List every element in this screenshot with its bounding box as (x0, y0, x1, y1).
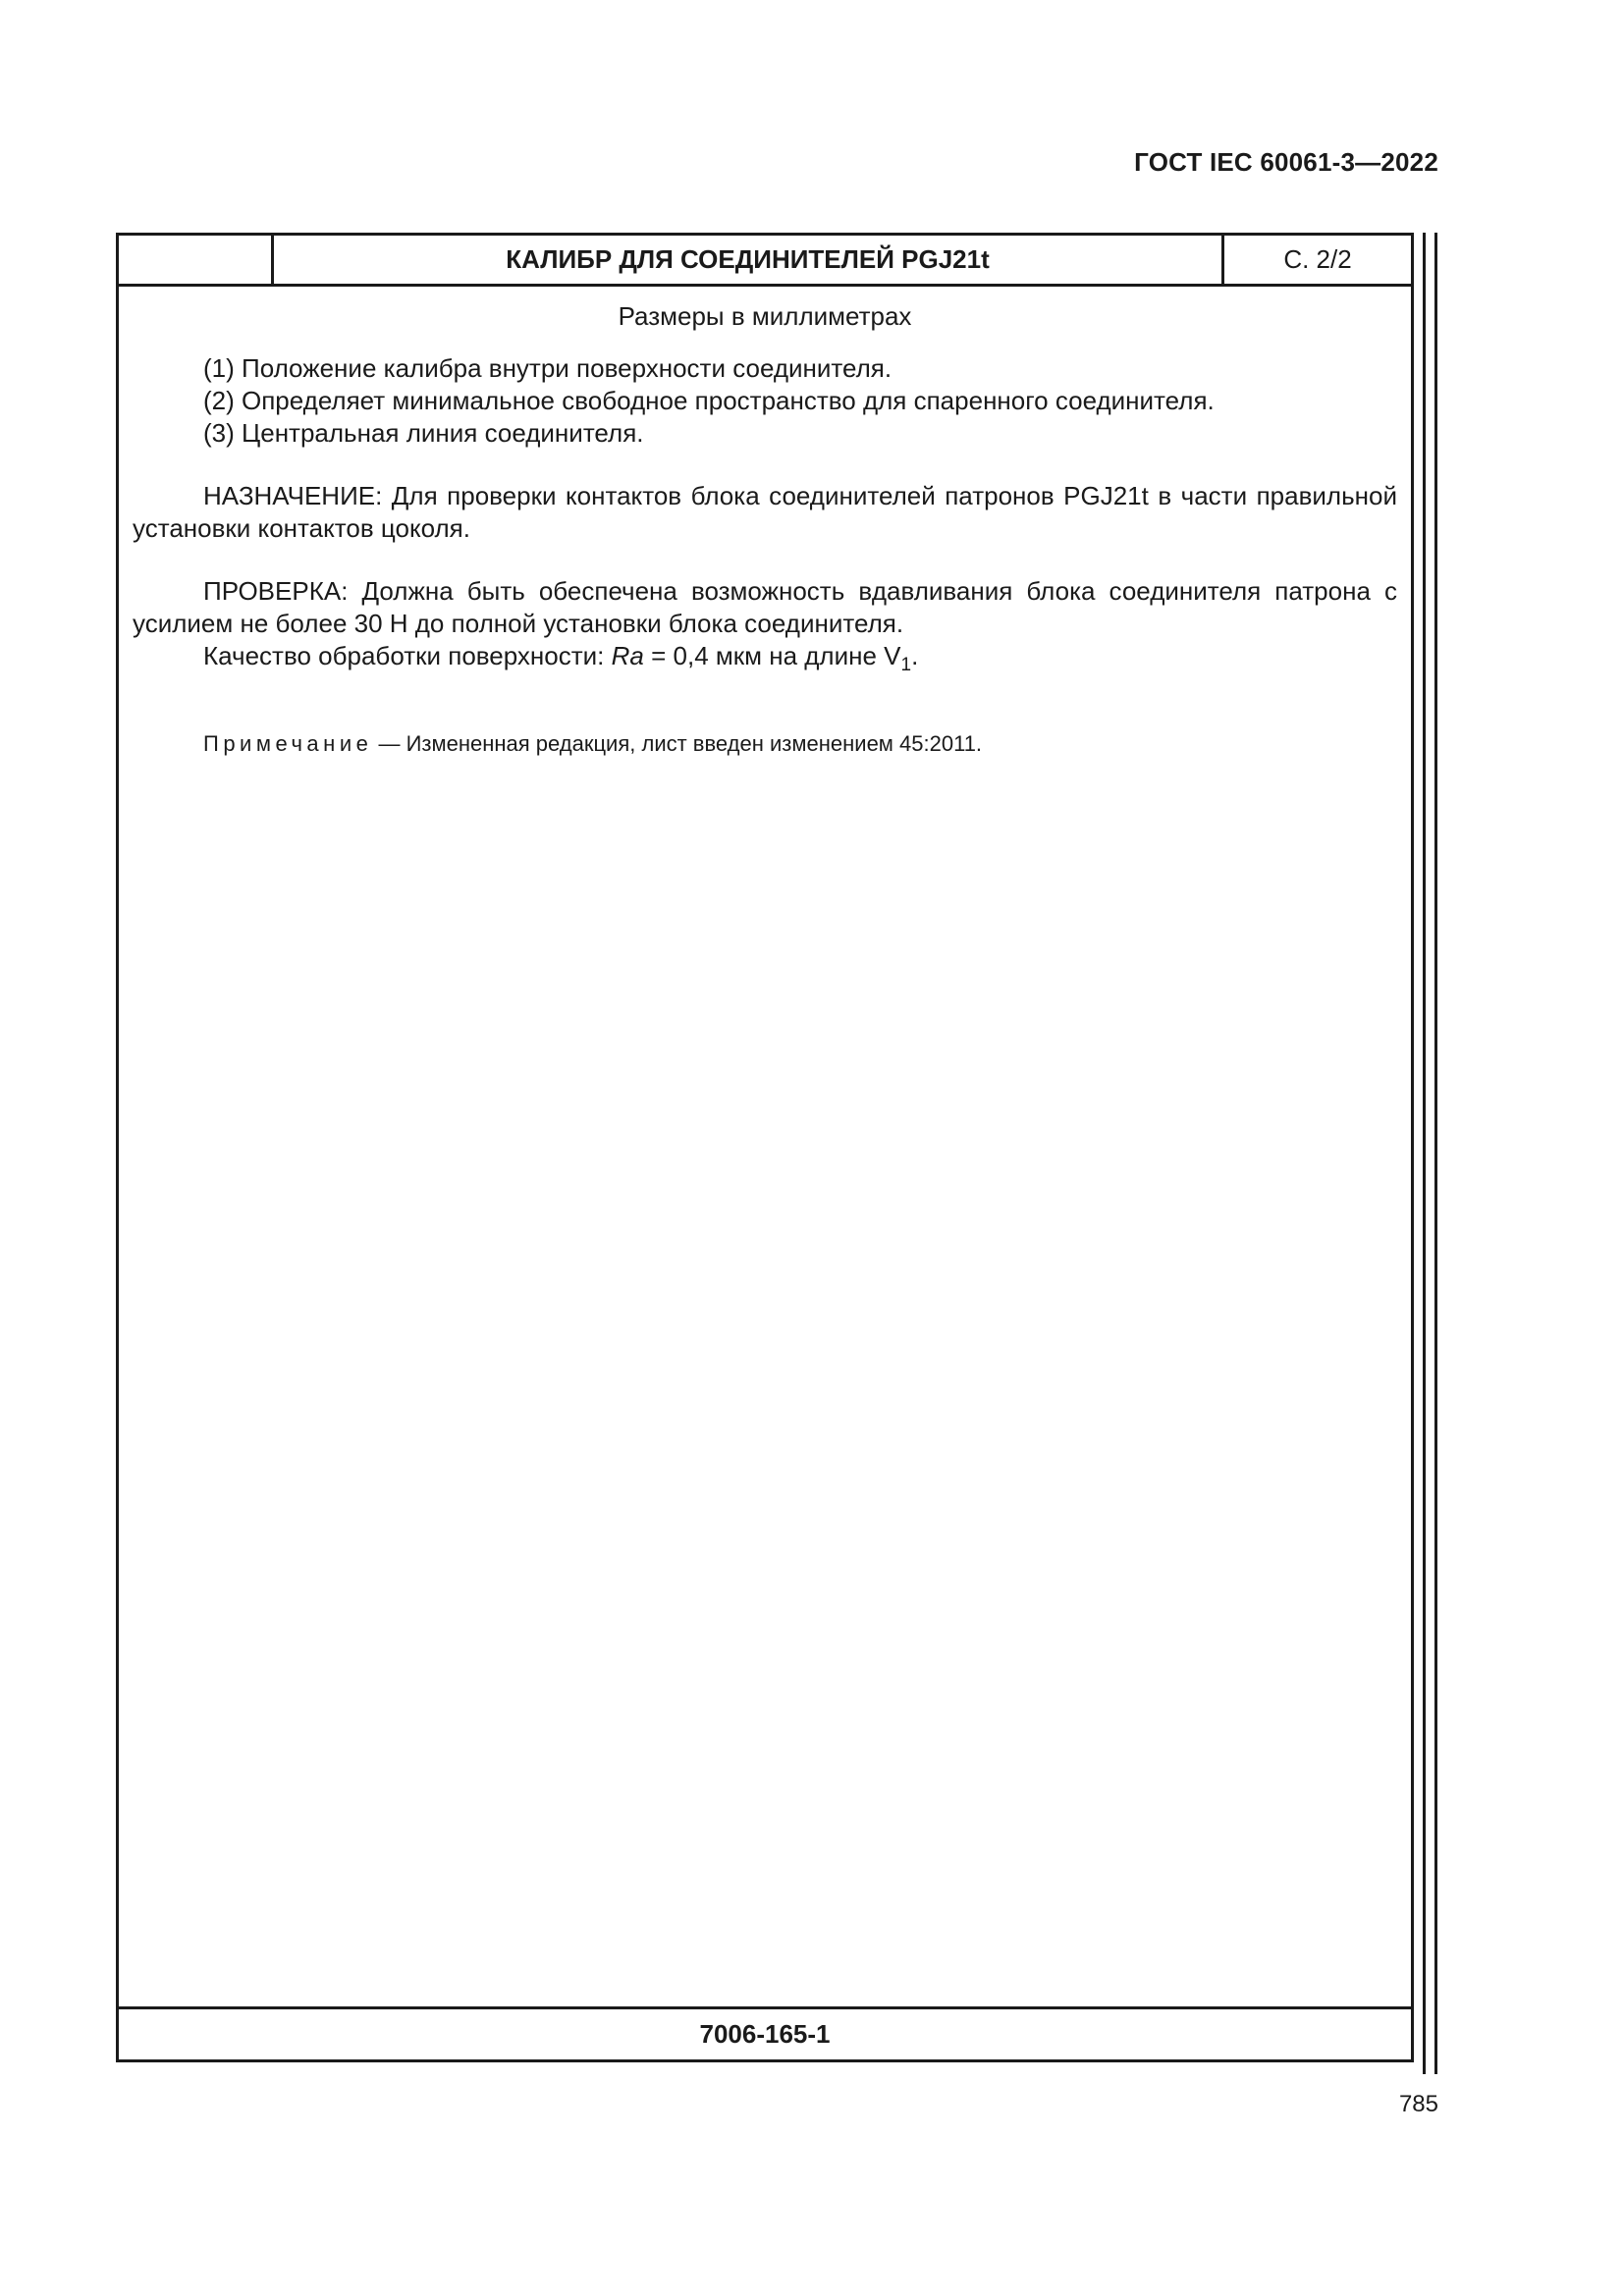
sheet-frame (116, 233, 1414, 2062)
remark-label: Примечание (203, 731, 373, 756)
surface-quality-line (133, 640, 1397, 675)
title-row (119, 236, 1411, 287)
note-item: (2) Определяет минимальное свободное пространство для спаренного соединителя. (203, 386, 1215, 415)
quality-suffix: . (911, 641, 919, 670)
notes-list (133, 352, 1397, 450)
note-item: (3) Центральная линия соединителя. (203, 418, 644, 448)
sheet-title: КАЛИБР ДЛЯ СОЕДИНИТЕЛЕЙ PGJ21t (274, 236, 1224, 284)
sheet-content (133, 287, 1397, 760)
purpose-paragraph: НАЗНАЧЕНИЕ: Для проверки контактов блока соединителей патронов PGJ21t в части правильной установки контактов цоколя. (133, 481, 1397, 543)
remark-text: — Измененная редакция, лист введен изменением 45:2011. (372, 731, 983, 756)
quality-prefix: Качество обработки поверхности: (203, 641, 612, 670)
sheet-code: 7006-165-1 (119, 2006, 1411, 2059)
page-number: 785 (1398, 2091, 1438, 2117)
standard-designation: ГОСТ IEC 60061-3—2022 (1134, 147, 1438, 177)
check-paragraph: ПРОВЕРКА: Должна быть обеспечена возможность вдавливания блока соединителя патрона с усилием не более 30 Н до полной установки блока соединителя. (133, 576, 1397, 638)
frame-side-line (1434, 233, 1437, 2074)
title-cell-blank (119, 236, 274, 284)
frame-side-line (1423, 233, 1426, 2074)
units-caption: Размеры в миллиметрах (618, 301, 912, 331)
remark-note (133, 727, 1397, 760)
sheet-number: С. 2/2 (1283, 244, 1352, 274)
quality-middle: = 0,4 мкм на длине V (643, 641, 901, 670)
note-item: (1) Положение калибра внутри поверхности соединителя. (203, 353, 893, 383)
quality-symbol: Ra (611, 641, 644, 670)
quality-subscript: 1 (900, 655, 912, 675)
